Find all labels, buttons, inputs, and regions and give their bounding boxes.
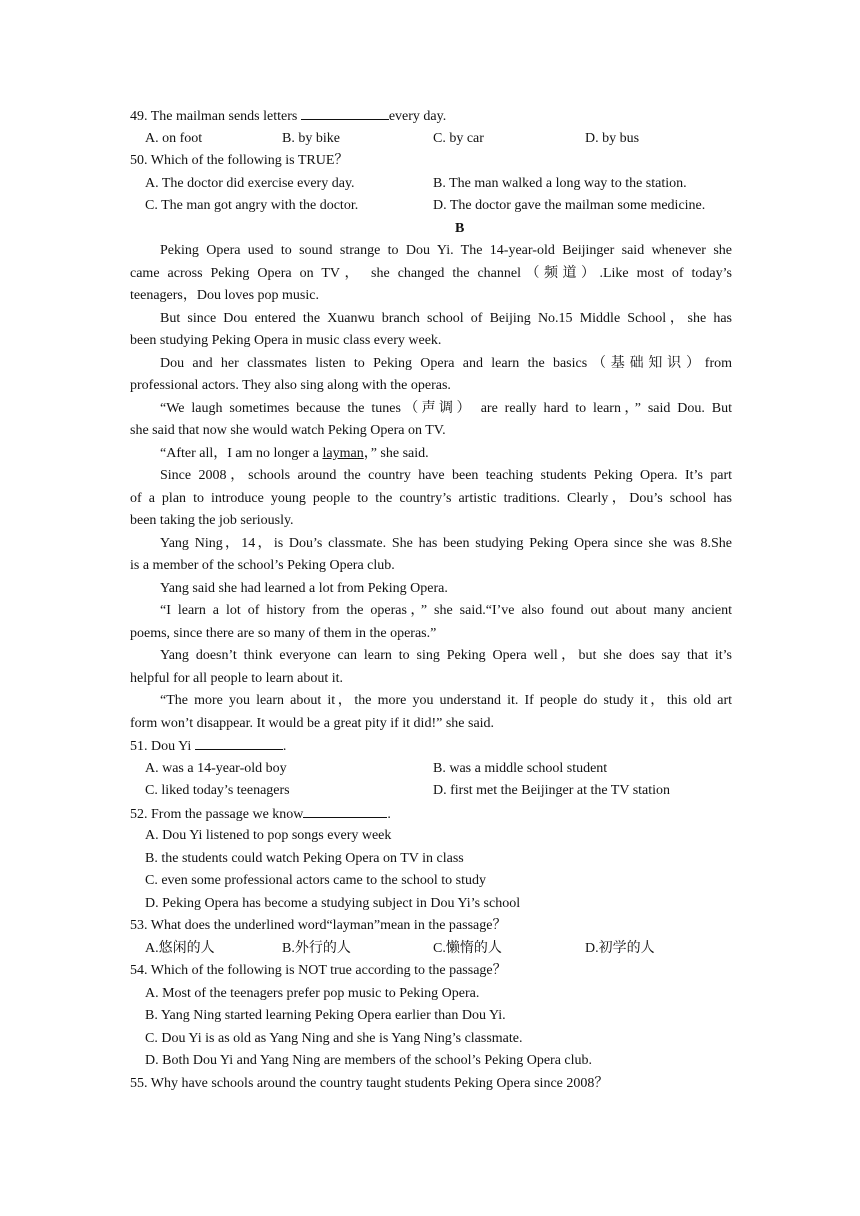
passage-line: she said that now she would watch Peking Opera on TV. <box>130 423 446 438</box>
question-51-stem-text: 51. Dou Yi <box>130 739 195 754</box>
passage-line <box>160 445 429 463</box>
passage-line: is a member of the school’s Peking Opera club. <box>130 558 395 573</box>
question-53-option-c: C.懒惰的人 <box>433 941 502 956</box>
passage-line: professional actors. They also sing along with the operas. <box>130 378 451 393</box>
passage-text: ，” she said. <box>363 446 429 461</box>
answer-blank <box>303 805 387 818</box>
question-49-option-a: A. on foot <box>145 131 203 146</box>
question-49-option-d: D. by bus <box>585 131 640 146</box>
question-49-stem-text: 49. The mailman sends letters <box>130 109 301 124</box>
question-53-option-b: B.外行的人 <box>282 941 351 956</box>
question-52-option-d: D. Peking Opera has become a studying subject in Dou Yi’s school <box>145 896 521 911</box>
question-54-option-b: B. Yang Ning started learning Peking Opera earlier than Dou Yi. <box>145 1008 506 1023</box>
passage-text: “After all，I am no longer a <box>160 446 323 461</box>
question-52-option-a: A. Dou Yi listened to pop songs every week <box>145 828 392 843</box>
question-51-option-a: A. was a 14-year-old boy <box>145 761 287 776</box>
question-51-option-b: B. was a middle school student <box>433 761 608 776</box>
question-52-stem-text-end: . <box>387 807 391 822</box>
question-51-stem-text-end: . <box>282 739 287 754</box>
question-50-option-b: B. The man walked a long way to the station. <box>433 176 687 191</box>
question-50-stem: 50. Which of the following is TRUE？ <box>130 153 349 168</box>
passage-line: But since Dou entered the Xuanwu branch school of Beijing No.15 Middle School，she has <box>160 311 732 326</box>
question-53-option-a: A.悠闲的人 <box>145 941 215 956</box>
question-55-stem: 55. Why have schools around the country taught students Peking Opera since 2008？ <box>130 1076 609 1091</box>
passage-line: Yang said she had learned a lot from Peking Opera. <box>160 581 448 596</box>
passage-line: been studying Peking Opera in music class every week. <box>130 333 442 348</box>
passage-line: been taking the job seriously. <box>130 513 294 528</box>
question-51-option-d: D. first met the Beijinger at the TV station <box>433 783 671 798</box>
passage-line: “We laugh sometimes because the tunes（声调） are really hard to learn，” said Dou. But <box>160 401 732 416</box>
question-54-option-a: A. Most of the teenagers prefer pop music to Peking Opera. <box>145 986 480 1001</box>
question-52-stem-text: 52. From the passage we know <box>130 807 304 822</box>
passage-line: Since 2008，schools around the country have been teaching students Peking Opera. It’s part <box>160 468 732 483</box>
question-50-option-d: D. The doctor gave the mailman some medicine. <box>433 198 706 213</box>
passage-line: “The more you learn about it，the more you understand it. If people do study it，this old art <box>160 693 732 708</box>
passage-line: Dou and her classmates listen to Peking Opera and learn the basics（基础知识）from <box>160 356 732 371</box>
question-51-stem <box>130 737 286 756</box>
passage-line: Yang Ning，14，is Dou’s classmate. She has been studying Peking Opera since she was 8.She <box>160 536 732 551</box>
passage-line: came across Peking Opera on TV， she changed the channel（频道）.Like most of today’s <box>130 266 732 281</box>
passage-line: Yang doesn’t think everyone can learn to sing Peking Opera well，but she does say that it’s <box>160 648 732 663</box>
passage-line: form won’t disappear. It would be a great pity if it did!” she said. <box>130 716 495 731</box>
passage-line: helpful for all people to learn about it. <box>130 671 344 686</box>
passage-line: Peking Opera used to sound strange to Dou Yi. The 14-year-old Beijinger said whenever she <box>160 243 732 258</box>
question-52-option-b: B. the students could watch Peking Opera on TV in class <box>145 851 464 866</box>
question-49-option-b: B. by bike <box>282 131 340 146</box>
question-49-stem-text-end: every day. <box>388 109 447 124</box>
answer-blank <box>195 737 283 750</box>
question-54-option-c: C. Dou Yi is as old as Yang Ning and she is Yang Ning’s classmate. <box>145 1031 523 1046</box>
question-50-option-c: C. The man got angry with the doctor. <box>145 198 359 213</box>
question-53-stem: 53. What does the underlined word“layman”mean in the passage？ <box>130 918 507 933</box>
question-49-stem <box>130 107 446 126</box>
question-52-stem <box>130 805 391 824</box>
question-53-option-d: D.初学的人 <box>585 941 655 956</box>
answer-blank <box>301 107 389 120</box>
passage-line: poems, since there are so many of them in the operas.” <box>130 626 437 641</box>
passage-line: “I learn a lot of history from the operas，” she said.“I’ve also found out about many ancient <box>160 603 732 618</box>
question-52-option-c: C. even some professional actors came to the school to study <box>145 873 486 888</box>
question-50-option-a: A. The doctor did exercise every day. <box>145 176 355 191</box>
question-54-stem: 54. Which of the following is NOT true according to the passage？ <box>130 963 507 978</box>
passage-line: of a plan to introduce young people to the country’s artistic traditions. Clearly，Dou’s school has <box>130 491 732 506</box>
question-51-option-c: C. liked today’s teenagers <box>145 783 290 798</box>
question-49-option-c: C. by car <box>433 131 484 146</box>
passage-line: teenagers，Dou loves pop music. <box>130 288 319 303</box>
underlined-word-layman: layman <box>322 446 364 461</box>
section-heading: B <box>455 221 465 236</box>
question-54-option-d: D. Both Dou Yi and Yang Ning are members of the school’s Peking Opera club. <box>145 1053 593 1068</box>
